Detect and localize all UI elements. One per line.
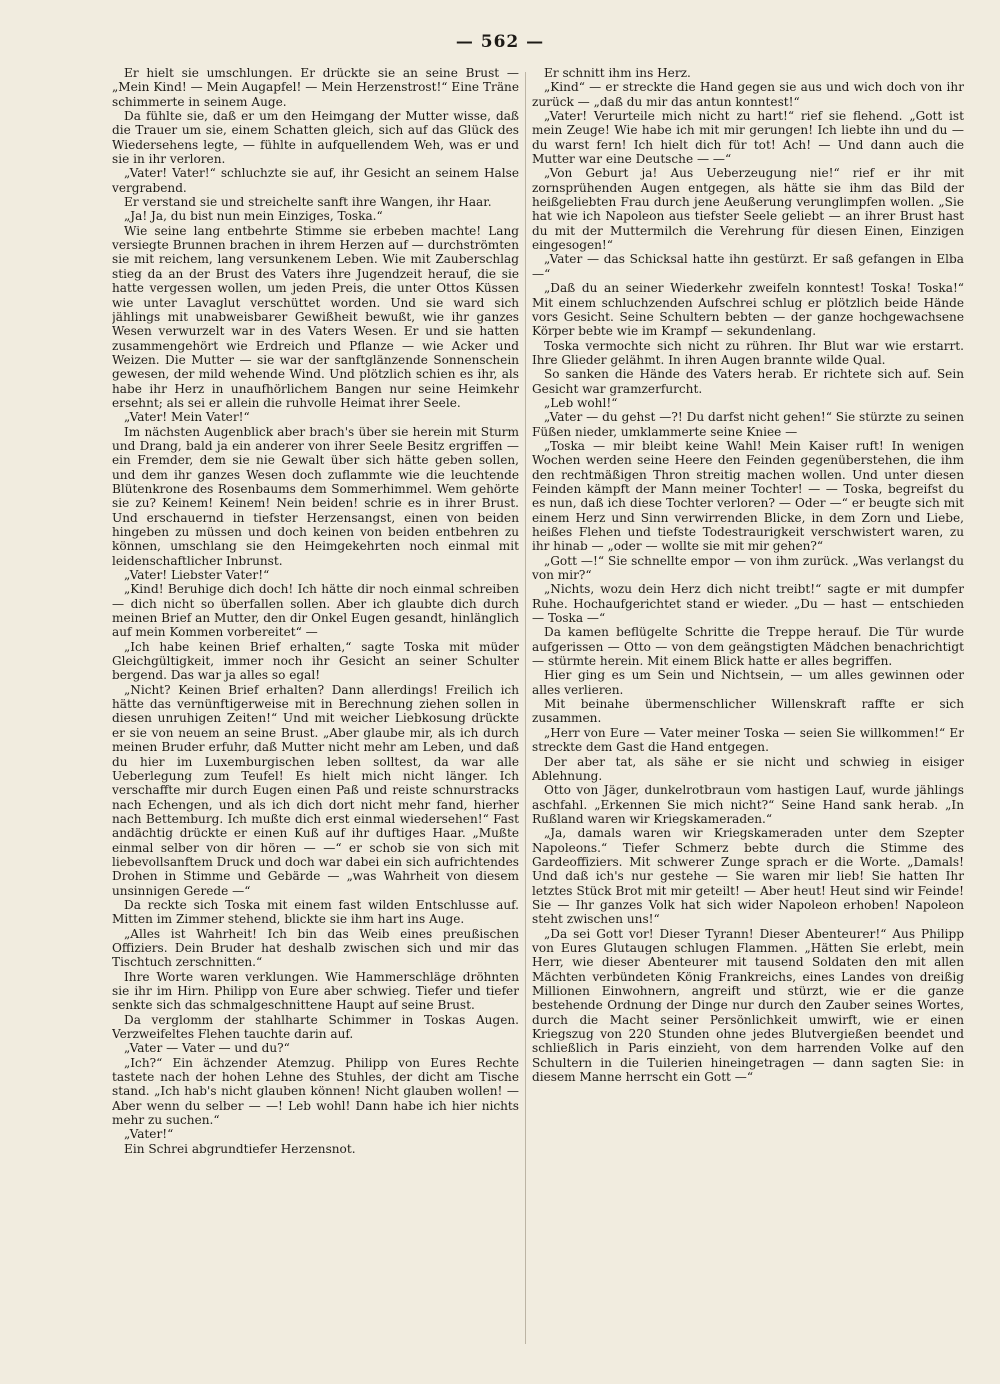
paragraph: „Ich?“ Ein ächzender Atemzug. Philipp von Eures Rechte tastete nach der hohen Lehne des Stuhles, der dicht am Tische stand. „Ich hab's nicht glauben können! Nicht glauben wollen! — Aber wenn du selber — —! Leb wohl! Dann habe ich hier nichts mehr zu suchen.“ (112, 1055, 519, 1128)
paragraph: Otto von Jäger, dunkelrotbraun vom hastigen Lauf, wurde jählings aschfahl. „Erkennen Sie mich nicht?“ Seine Hand sank herab. „In Rußland waren wir Kriegskameraden.“ (532, 783, 964, 826)
paragraph: „Ja! Ja, du bist nun mein Einziges, Toska.“ (124, 209, 383, 224)
paragraph: „Vater!“ (124, 1127, 174, 1142)
paragraph: Er verstand sie und streichelte sanft ihre Wangen, ihr Haar. (124, 195, 492, 210)
left-column (112, 66, 519, 1360)
paragraph: „Vater! Vater!“ schluchzte sie auf, ihr Gesicht an seinem Halse vergrabend. (112, 166, 519, 195)
paragraph: „Ja, damals waren wir Kriegskameraden unter dem Szepter Napoleons.“ Tiefer Schmerz bebte durch die Stimme des Gardeoffiziers. Mit schwerer Zunge sprach er die Worte. „Damals! Und daß ich's nur gestehe — Sie waren mir lieb! Sie hatten Ihr letztes Stück Brot mit mir geteilt! — Aber heut! Heut sind wir Feinde! Sie — Ihr ganzes Volk hat sich wider Napoleon erhoben! Napoleon steht zwischen uns!“ (532, 826, 964, 927)
paragraph: Er schnitt ihm ins Herz. (544, 66, 691, 80)
paragraph: „Daß du an seiner Wiederkehr zweifeln konntest! Toska! Toska!“ Mit einem schluchzenden Aufschrei schlug er plötzlich beide Hände vors Gesicht. Seine Schultern bebten — der ganze hochgewachsene Körper bebte wie im Krampf — sekundenlang. (532, 281, 964, 339)
paragraph: Da kamen beflügelte Schritte die Treppe herauf. Die Tür wurde aufgerissen — Otto — von dem geängstigten Mädchen benachrichtigt — stürmte herein. Mit einem Blick hatte er alles begriffen. (532, 625, 964, 669)
paragraph: „Herr von Eure — Vater meiner Toska — seien Sie willkommen!“ Er streckte dem Gast die Hand entgegen. (532, 725, 964, 755)
paragraph: „Vater — das Schicksal hatte ihn gestürzt. Er saß gefangen in Elba —“ (532, 252, 964, 281)
paragraph: Wie seine lang entbehrte Stimme sie erbeben machte! Lang versiegte Brunnen brachen in ihrem Herzen auf — durchströmten sie mit reichem, lang versunkenem Leben. Wie mit Zauberschlag stieg da an der Brust des Vaters ihre Jugendzeit herauf, die sie hatte vergessen wollen, um jeden Preis, die unter Ottos Küssen wie unter Lavaglut verschüttet worden. Und sie ward sich jählings mit unabweisbarer Gewißheit bewußt, wie ihr ganzes Wesen verwurzelt war in des Vaters Wesen. Er und sie hatten zusammengehört wie Erdreich und Pflanze — wie Acker und Weizen. Die Mutter — sie war der sanftglänzende Sonnenschein gewesen, der mild wehende Wind. Und plötzlich schien es ihr, als habe ihr Herz in unaufhörlichem Bangen nur seine Heimkehr ersehnt; als sei er allein die ruhvolle Heimat ihrer Seele. (112, 223, 519, 410)
paragraph: So sanken die Hände des Vaters herab. Er richtete sich auf. Sein Gesicht war gramzerfurcht. (532, 367, 964, 396)
column-divider (525, 72, 526, 1344)
paragraph: Er hielt sie umschlungen. Er drückte sie an seine Brust — „Mein Kind! — Mein Augapfel! — Mein Herzenstrost!“ Eine Träne schimmerte in seinem Auge. (112, 66, 519, 109)
paragraph: „Nichts, wozu dein Herz dich nicht treibt!“ sagte er mit dumpfer Ruhe. Hochaufgerichtet stand er wieder. „Du — hast — entschieden — Toska —“ (532, 582, 964, 626)
paragraph: Ein Schrei abgrundtiefer Herzensnot. (124, 1141, 356, 1156)
page-number: — 562 — (455, 32, 545, 52)
paragraph: „Vater — du gehst —?! Du darfst nicht gehen!“ Sie stürzte zu seinen Füßen nieder, umklammerte seine Kniee — (532, 410, 964, 439)
paragraph: „Kind! Beruhige dich doch! Ich hätte dir noch einmal schreiben — dich nicht so überfallen sollen. Aber ich glaubte dich durch meinen Brief an Mutter, den dir Onkel Eugen gesandt, hinlänglich auf mein Kommen vorbereitet“ — (112, 582, 519, 640)
paragraph: „Vater! Liebster Vater!“ (124, 568, 270, 583)
paragraph: „Da sei Gott vor! Dieser Tyrann! Dieser Abenteurer!“ Aus Philipp von Eures Glutaugen schlugen Flammen. „Hätten Sie erlebt, mein Herr, wie dieser Abenteurer mit tausend Soldaten den mit allen Mächten verbündeten König Frankreichs, eines Landes von dreißig Millionen Einwohnern, angreift und stürzt, wie er die ganze bestehende Ordnung der Dinge nur durch den Zauber seines Wortes, durch die Macht seiner Persönlichkeit umwirft, wie er einen Kriegszug von 220 Stunden ohne jedes Blutvergießen beendet und schließlich in Paris einzieht, von dem harrenden Volke auf den Schultern in die Tuilerien hineingetragen — dann sagten Sie: in diesem Manne herrscht ein Gott —“ (532, 926, 964, 1085)
paragraph: „Ich habe keinen Brief erhalten,“ sagte Toska mit müder Gleichgültigkeit, immer noch ihr Gesicht an seiner Schulter bergend. Das war ja alles so egal! (112, 639, 519, 683)
paragraph: Da reckte sich Toska mit einem fast wilden Entschlusse auf. Mitten im Zimmer stehend, blickte sie ihm hart ins Auge. (112, 897, 519, 927)
paragraph: „Kind“ — er streckte die Hand gegen sie aus und wich doch von ihr zurück — „daß du mir das antun konntest!“ (532, 80, 964, 109)
paragraph: Da verglomm der stahlharte Schimmer in Toskas Augen. Verzweifeltes Flehen tauchte darin auf. (112, 1012, 519, 1042)
paragraph: Ihre Worte waren verklungen. Wie Hammerschläge dröhnten sie ihr im Hirn. Philipp von Eure aber schwieg. Tiefer und tiefer senkte sich das schmalgeschnittene Haupt auf seine Brust. (112, 969, 519, 1013)
paragraph: Mit beinahe übermenschlicher Willenskraft raffte er sich zusammen. (532, 697, 964, 726)
paragraph: „Leb wohl!“ (544, 395, 618, 410)
paragraph: Toska vermochte sich nicht zu rühren. Ihr Blut war wie erstarrt. Ihre Glieder gelähmt. In ihren Augen brannte wilde Qual. (532, 338, 964, 367)
paragraph: Hier ging es um Sein und Nichtsein, — um alles gewinnen oder alles verlieren. (532, 668, 964, 697)
paragraph: Da fühlte sie, daß er um den Heimgang der Mutter wisse, daß die Trauer um sie, einem Schatten gleich, sich auf das Glück des Wiedersehens legte, — fühlte in aufquellendem Weh, was er und sie in ihr verloren. (112, 109, 519, 167)
paragraph: „Von Geburt ja! Aus Ueberzeugung nie!“ rief er ihr mit zornsprühenden Augen entgegen, als hätte sie ihm das Bild der heißgeliebten Frau durch jene Aeußerung verunglimpfen wollen. „Sie hat wie ich Napoleon aus tiefster Seele geliebt — an ihrer Brust hast du mit der Muttermilch die Verehrung für diesen Einen, Einzigen eingesogen!“ (532, 166, 964, 253)
paragraph: „Vater! Verurteile mich nicht zu hart!“ rief sie flehend. „Gott ist mein Zeuge! Wie habe ich mit mir gerungen! Ich liebte ihn und du — du warst fern! Ich hielt dich für tot! Ach! — Und dann auch die Mutter war eine Deutsche — —“ (532, 109, 964, 167)
paragraph: „Gott —!“ Sie schnellte empor — von ihm zurück. „Was verlangst du von mir?“ (532, 553, 964, 583)
paragraph: „Toska — mir bleibt keine Wahl! Mein Kaiser ruft! In wenigen Wochen werden seine Heere den Feinden gegenüberstehen, die ihm den rechtmäßigen Thron streitig machen wollen. Und unter diesen Feinden kämpft der Mann meiner Tochter! — — Toska, begreifst du es nun, daß ich diese Tochter verloren? — Oder —“ er beugte sich mit einem Herz und Sinn verwirrenden Blicke, in dem Zorn und Liebe, heißes Flehen und tiefste Todestraurigkeit verschwistert waren, zu ihr hinab — „oder — wollte sie mit mir gehen?“ (532, 438, 964, 554)
paragraph: „Alles ist Wahrheit! Ich bin das Weib eines preußischen Offiziers. Dein Bruder hat deshalb zwischen sich und mir das Tischtuch zerschnitten.“ (112, 926, 519, 970)
paragraph: Der aber tat, als sähe er sie nicht und schwieg in eisiger Ablehnung. (532, 754, 964, 783)
right-column (532, 66, 964, 1360)
paragraph: Im nächsten Augenblick aber brach's über sie herein mit Sturm und Drang, bald ja ein anderer von ihrer Seele Besitz ergriffen — ein Fremder, dem sie nie Gewalt über sich hätte geben sollen, und dem ihr ganzes Wesen doch zuflammte wie die leuchtende Blütenkrone des Rosenbaums dem Sommerhimmel. Wem gehörte sie zu? Keinem! Keinem! Nein beiden! schrie es in ihrer Brust. Und erschauernd in tiefster Herzensangst, einen von beiden hingeben zu müssen und doch keinen von beiden entbehren zu können, umschlang sie den Heimgekehrten noch einmal mit leidenschaftlicher Inbrunst. (112, 424, 519, 568)
paragraph: „Vater — Vater — und du?“ (124, 1041, 290, 1056)
paragraph: „Nicht? Keinen Brief erhalten? Dann allerdings! Freilich ich hätte das vernünftigerweise mit in Berechnung ziehen sollen in diesen unruhigen Zeiten!“ Und mit weicher Liebkosung drückte er sie von neuem an seine Brust. „Aber glaube mir, als ich durch meinen Bruder erfuhr, daß Mutter nicht mehr am Leben, und daß du hier im Luxemburgischen leben solltest, da war alle Ueberlegung zum Teufel! Es hielt mich nicht länger. Ich verschaffte mir durch Eugen einen Paß und reiste schnurstracks nach Echengen, und als ich dich dort nicht mehr fand, hierher nach Bettemburg. Ich mußte dich erst einmal wiedersehen!“ Fast andächtig drückte er einen Kuß auf ihr duftiges Haar. „Mußte einmal selber von dir hören — —“ er schob sie von sich mit liebevollsanftem Druck und doch war dabei ein sich aufrichtendes Drohen in Stimme und Gebärde — „was Wahrheit von diesem unsinnigen Gerede —“ (112, 682, 519, 898)
paragraph: „Vater! Mein Vater!“ (124, 410, 250, 425)
